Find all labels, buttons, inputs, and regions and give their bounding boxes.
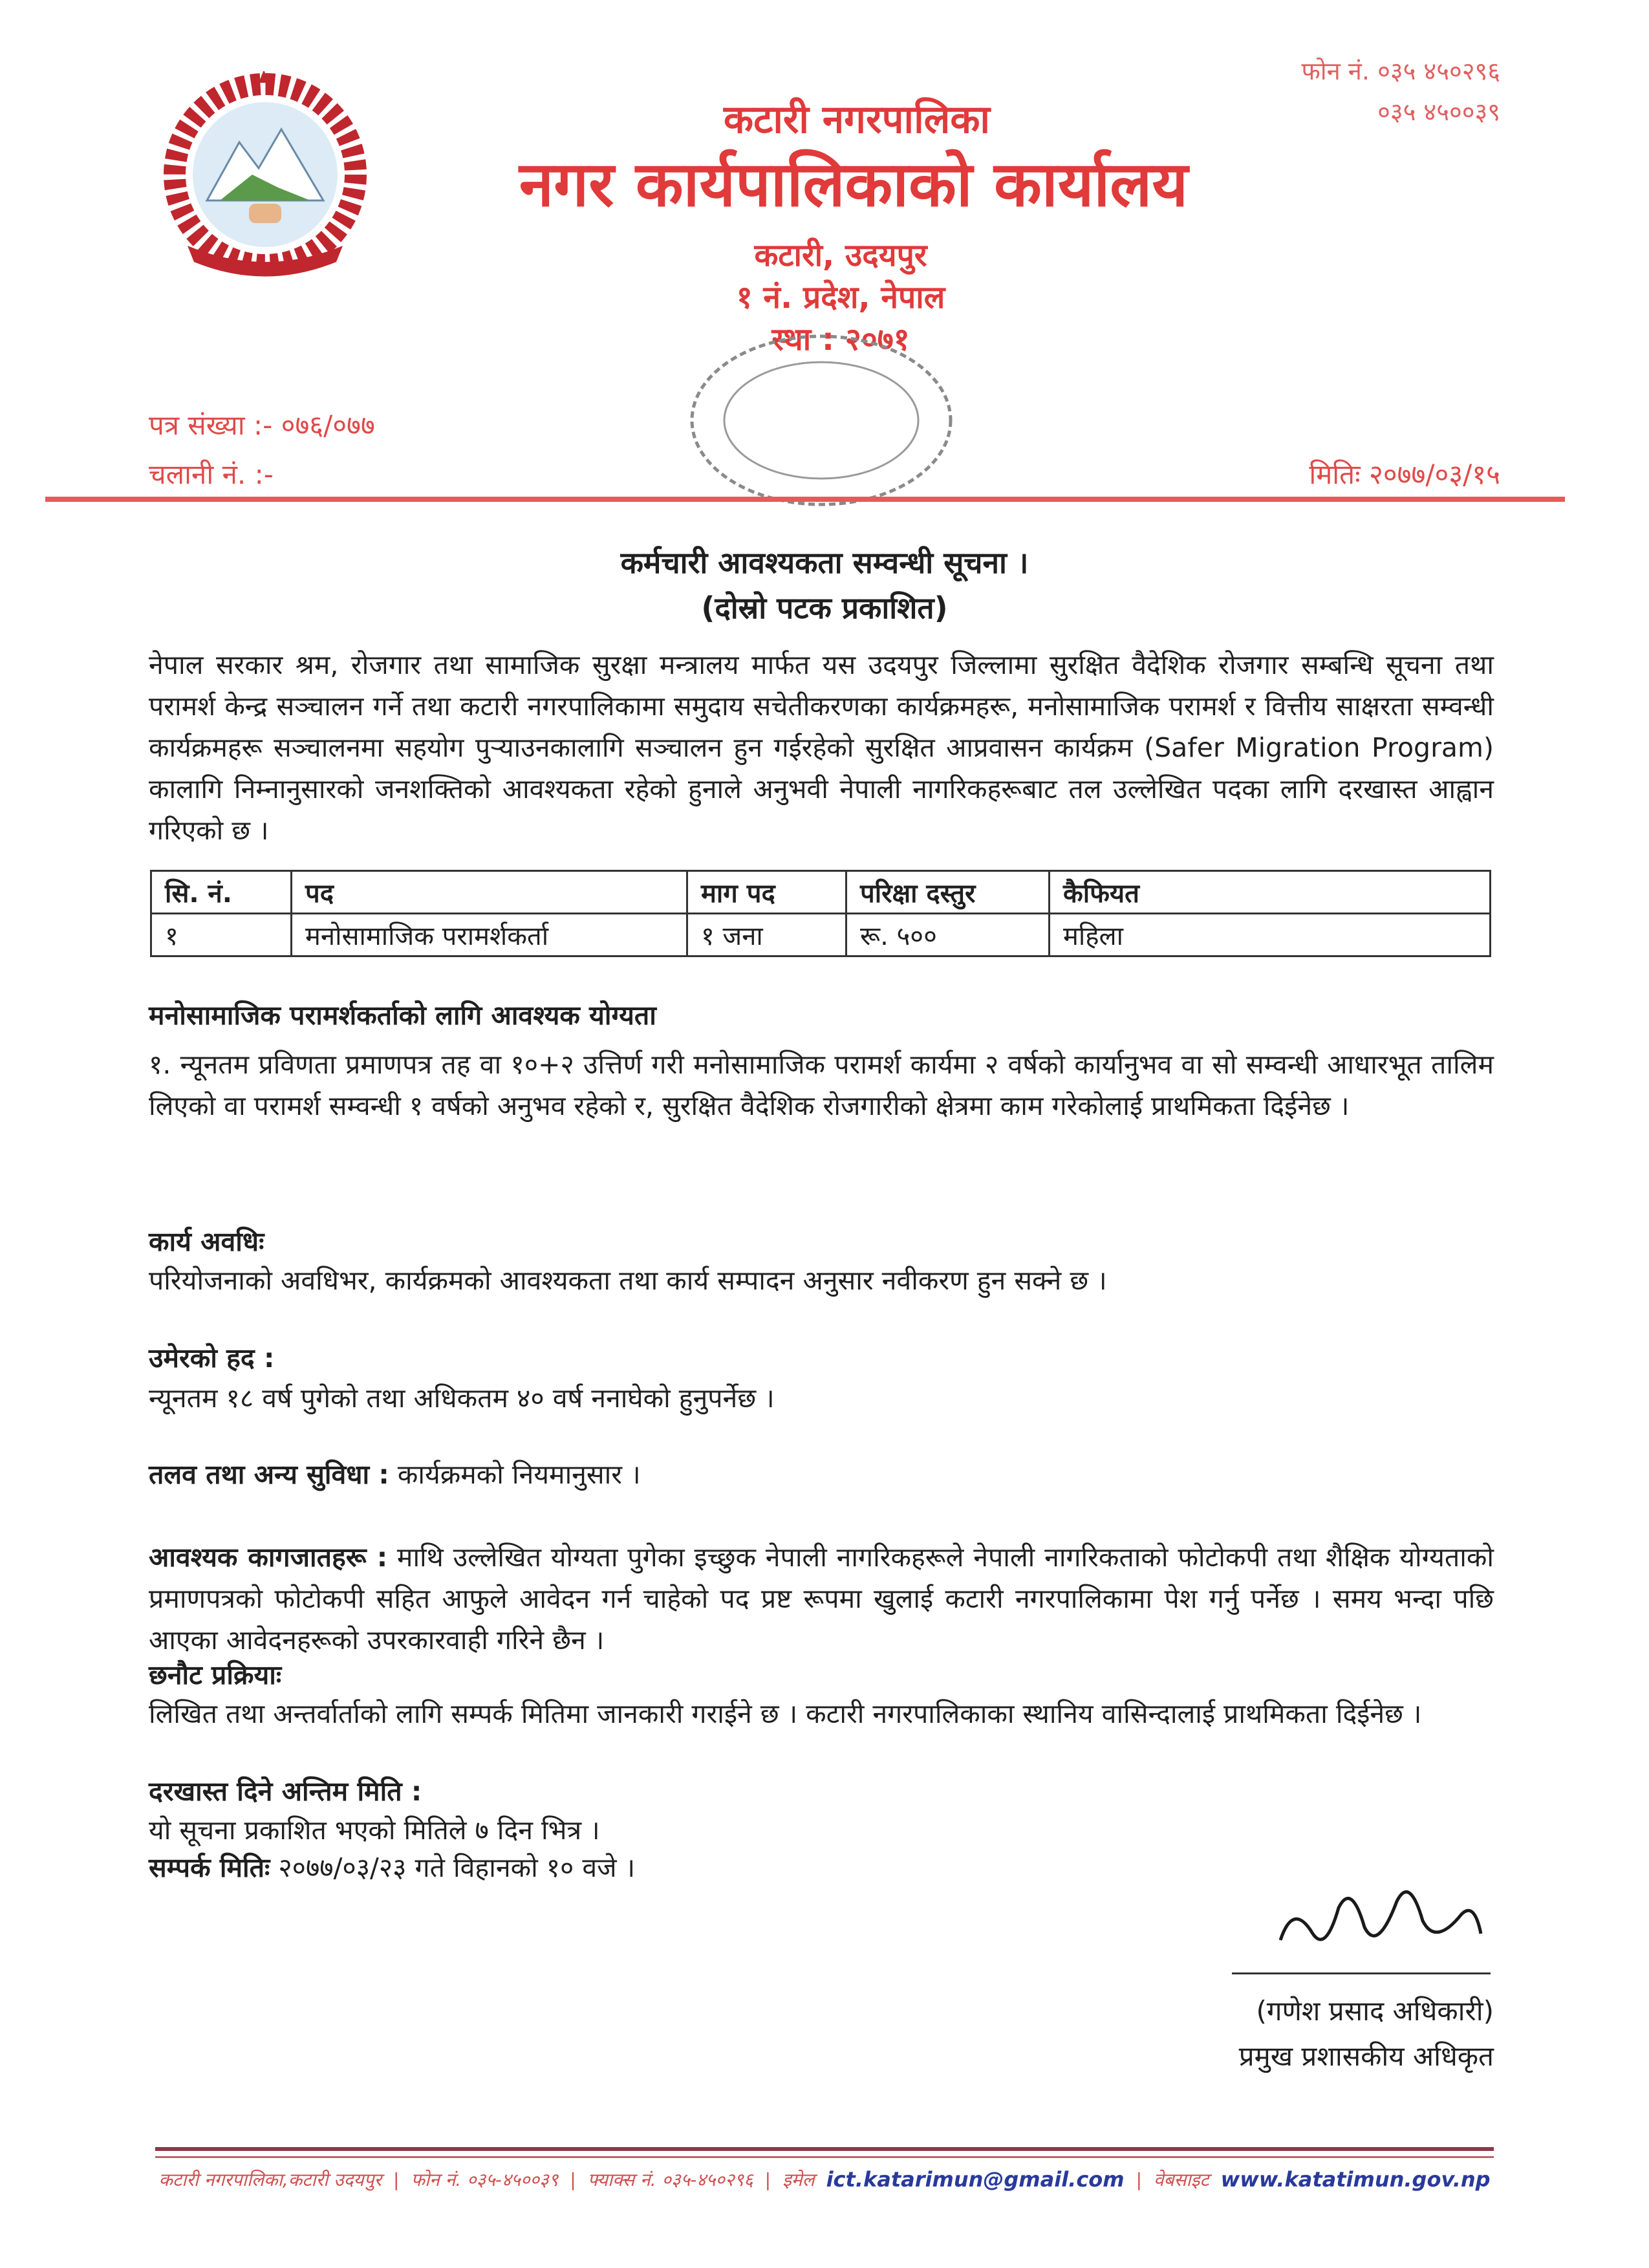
header-exam-fee: परिक्षा दस्तुर bbox=[846, 871, 1050, 914]
phone-label: फोन नं. bbox=[1301, 57, 1370, 85]
footer-phone: फोन नं. ०३५-४५००३९ bbox=[411, 2169, 559, 2190]
notice-subtitle: (दोस्रो पटक प्रकाशित) bbox=[701, 590, 948, 625]
footer-separator: | bbox=[393, 2168, 400, 2190]
header-divider bbox=[45, 497, 1565, 502]
table-row bbox=[151, 914, 1491, 956]
header-post: पद bbox=[292, 871, 687, 914]
phone-number-1: ०३५ ४५०२९६ bbox=[1377, 57, 1500, 85]
letter-date bbox=[1235, 457, 1500, 493]
qualification-text: १. न्यूनतम प्रविणता प्रमाणपत्र तह वा १०+२ उत्तिर्ण गरी मनोसामाजिक परामर्श कार्यमा २ वर्षको कार्यानुभव वा सो सम्वन्धी आधारभूत तालिम लिएको वा परामर्श सम्वन्धी १ वर्षको अनुभव रहेको र, सुरक्षित वैदेशिक रोजगारीको क्षेत्रमा काम गरेकोलाई प्राथमिकता दिईनेछ । bbox=[149, 1049, 1494, 1121]
address-line-1: कटारी, उदयपुर bbox=[754, 237, 927, 274]
table-header-row bbox=[151, 871, 1491, 914]
documents-text: माथि उल्लेखित योग्यता पुगेका इच्छुक नेपाली नागरिकहरूले नेपाली नागरिकताको फोटोकपी तथा शैक्षिक योग्यताको प्रमाणपत्रको फोटोकपी सहित आफुले आवेदन गर्न चाहेको पद प्रष्ट रूपमा खुलाई कटारी नगरपालिकामा पेश गर्नु पर्नेछ । समय भन्दा पछि आएका आवेदनहरूको उपरकारवाही गरिने छैन । bbox=[149, 1542, 1494, 1656]
duration-heading: कार्य अवधिः bbox=[149, 1226, 264, 1257]
header-demand: माग पद bbox=[687, 871, 846, 914]
signer-title: प्रमुख प्रशासकीय अधिकृत bbox=[1238, 2040, 1494, 2072]
notice-title: कर्मचारी आवश्यकता सम्वन्धी सूचना । bbox=[620, 545, 1029, 580]
letter-number-label: पत्र संख्या :- bbox=[149, 409, 273, 441]
address-line-2: १ नं. प्रदेश, नेपाल bbox=[736, 279, 945, 316]
footer-web-label: वेबसाइट bbox=[1154, 2169, 1209, 2190]
qualification-heading: मनोसामाजिक परामर्शकर्ताको लागि आवश्यक योग्यता bbox=[149, 1000, 656, 1031]
salary-text: कार्यक्रमको नियमानुसार । bbox=[397, 1459, 641, 1490]
cell-exam-fee: रू. ५०० bbox=[846, 914, 1050, 956]
header-serial: सि. नं. bbox=[151, 871, 292, 914]
duration-text: परियोजनाको अवधिभर, कार्यक्रमको आवश्यकता तथा कार्य सम्पादन अनुसार नवीकरण हुन सक्ने छ । bbox=[149, 1265, 1107, 1296]
documents-paragraph bbox=[149, 1537, 1494, 1661]
phone-line-1 bbox=[1209, 55, 1500, 87]
footer-address: कटारी नगरपालिका,कटारी उदयपुर bbox=[158, 2169, 382, 2190]
footer-separator: | bbox=[764, 2168, 771, 2190]
organization-name: कटारी नगरपालिका bbox=[724, 97, 990, 142]
dispatch-number-label: चलानी नं. :- bbox=[149, 459, 274, 490]
footer-divider-thick bbox=[155, 2147, 1494, 2151]
footer-separator: | bbox=[1136, 2168, 1143, 2190]
handwritten-signature bbox=[1267, 1863, 1487, 1966]
deadline-text: यो सूचना प्रकाशित भएको मितिले ७ दिन भित्र । bbox=[149, 1815, 600, 1846]
deadline-heading: दरखास्त दिने अन्तिम मिति : bbox=[149, 1776, 422, 1807]
footer-email-label: इमेल bbox=[782, 2169, 815, 2190]
contact-text: २०७७/०३/२३ गते विहानको १० वजे । bbox=[278, 1852, 636, 1883]
cell-post: मनोसामाजिक परामर्शकर्ता bbox=[292, 914, 687, 956]
cell-remarks: महिला bbox=[1050, 914, 1491, 956]
footer-website-link[interactable]: www.katatimun.gov.np bbox=[1220, 2167, 1491, 2192]
letter-number bbox=[149, 407, 375, 444]
phone-number-2: ०३५ ४५००३९ bbox=[1377, 98, 1500, 126]
selection-text: लिखित तथा अन्तर्वार्ताको लागि सम्पर्क मितिमा जानकारी गराईने छ । कटारी नगरपालिकाका स्थानिय वासिन्दालाई प्राथमिकता दिईनेछ । bbox=[149, 1698, 1422, 1729]
notice-intro: नेपाल सरकार श्रम, रोजगार तथा सामाजिक सुरक्षा मन्त्रालय मार्फत यस उदयपुर जिल्लामा सुरक्षित वैदेशिक रोजगार सम्बन्धि सूचना तथा परामर्श केन्द्र सञ्चालन गर्ने तथा कटारी नगरपालिकामा समुदाय सचेतीकरणका कार्यक्रमहरू, मनोसामाजिक परामर्श र वित्तीय साक्षरता सम्वन्धी कार्यक्रमहरू सञ्चालनमा सहयोग पुऱ्याउनकालागि सञ्चालन हुन गईरहेको सुरक्षित आप्रवासन कार्यक्रम (Safer Migration Program) कालागि निम्नानुसारको जनशक्तिको आवश्यकता रहेको हुनाले अनुभवी नेपाली नागरिकहरूबाट तल उल्लेखित पदका लागि दरखास्त आह्वान गरिएको छ । bbox=[149, 649, 1494, 846]
contact-line bbox=[149, 1848, 635, 1887]
selection-heading: छनौट प्रक्रियाः bbox=[149, 1659, 282, 1690]
signer-name-stamp: (गणेश प्रसाद अधिकारी) bbox=[1256, 1995, 1494, 2027]
cell-serial: १ bbox=[151, 914, 292, 956]
age-heading: उमेरको हद : bbox=[149, 1343, 275, 1374]
age-text: न्यूनतम १८ वर्ष पुगेको तथा अधिकतम ४० वर्ष ननाघेको हुनुपर्नेछ । bbox=[149, 1383, 775, 1414]
cell-demand: १ जना bbox=[687, 914, 846, 956]
signature-line bbox=[1232, 1972, 1491, 1974]
date-value: २०७७/०३/१५ bbox=[1368, 459, 1500, 490]
letter-number-value: ०७६/०७७ bbox=[281, 409, 375, 441]
office-stamp bbox=[673, 323, 970, 517]
date-label: मितिः bbox=[1309, 459, 1361, 490]
footer-email-link[interactable]: ict.katarimun@gmail.com bbox=[826, 2167, 1125, 2192]
contact-label: सम्पर्क मितिः bbox=[149, 1852, 270, 1883]
salary-line bbox=[149, 1455, 641, 1494]
header-remarks: कैफियत bbox=[1050, 871, 1491, 914]
footer-separator: | bbox=[570, 2168, 576, 2190]
footer-divider-thin bbox=[155, 2156, 1494, 2158]
documents-heading: आवश्यक कागजातहरू : bbox=[149, 1542, 388, 1573]
footer-fax: फ्याक्स नं. ०३५-४५०२९६ bbox=[587, 2169, 753, 2190]
office-name: नगर कार्यपालिकाको कार्यालय bbox=[519, 148, 1189, 221]
established-year: स्था : २०७१ bbox=[771, 321, 910, 358]
footer bbox=[155, 2160, 1494, 2199]
salary-heading: तलव तथा अन्य सुविधा : bbox=[149, 1459, 389, 1490]
vacancy-table bbox=[150, 870, 1491, 957]
